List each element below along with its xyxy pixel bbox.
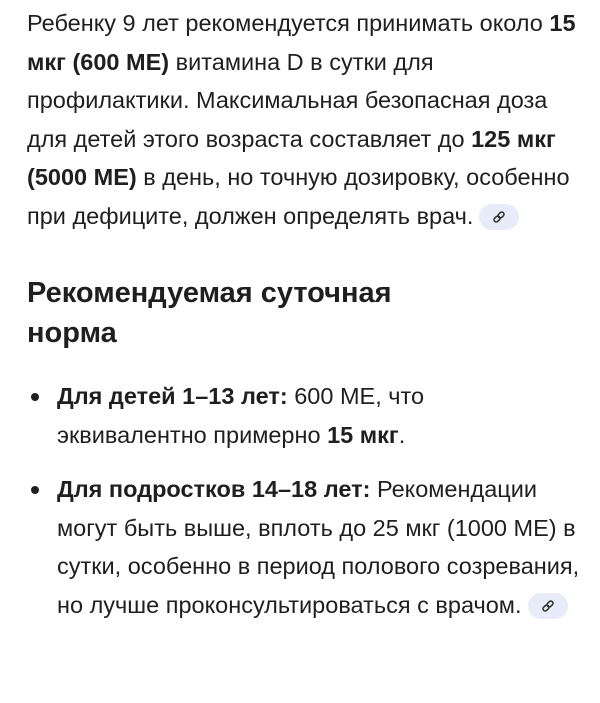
link-icon [541, 599, 555, 613]
section-heading: Рекомендуемая суточная норма [27, 277, 392, 349]
link-icon [492, 210, 506, 224]
bold-text: 125 мкг (5000 МЕ) [27, 125, 556, 190]
text: Рекомендации могут быть выше, вплоть до 25 мкг (1000 МЕ) в сутки, особенно в период полового созревания, но лучше проконсультироваться с врачом. [57, 476, 580, 618]
source-link-button[interactable] [528, 593, 568, 619]
text: витамина D в сутки для профилактики. Максимальная безопасная доза для детей этого возраста составляет до [27, 48, 548, 152]
source-link-button[interactable] [479, 204, 519, 230]
recommendation-list [27, 377, 580, 624]
item-label: Для детей 1–13 лет: [57, 383, 288, 409]
list-item [27, 470, 580, 624]
item-label: Для подростков 14–18 лет: [57, 476, 371, 502]
text: Ребенку 9 лет рекомендуется принимать около [27, 10, 550, 36]
text: в день, но точную дозировку, особенно при дефиците, должен определять врач. [27, 164, 570, 229]
text: 600 МЕ, что эквивалентно примерно [57, 383, 425, 448]
text: . [398, 421, 406, 448]
bold-text: 15 мкг [327, 421, 399, 448]
bold-text: 15 мкг (600 МЕ) [27, 10, 576, 75]
intro-paragraph [27, 4, 580, 235]
list-item [27, 377, 580, 454]
